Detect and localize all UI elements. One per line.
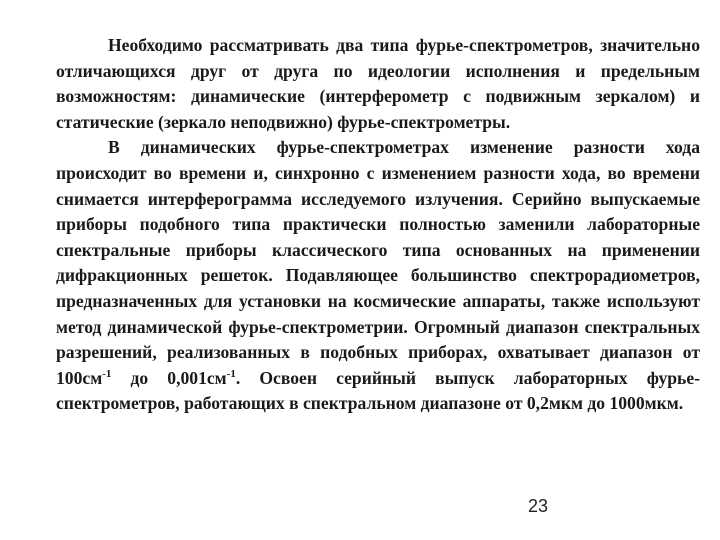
body-text [56,33,700,417]
paragraph-2 [56,135,700,417]
paragraph-1 [56,33,700,135]
paragraph-1-text: Необходимо рассматривать два типа фурье-спектрометров, значительно отличающихся друг от друга по идеологии исполнения и предельным возможностям: динамические (интерферометр с подвижным зеркалом) и статические (зеркало неподвижно) фурье-спектрометры. [56,35,700,132]
superscript-exponent-1: -1 [102,367,112,380]
paragraph-2-text-c: . Освоен серийный выпуск лабораторных фурье-спектрометров, работающих в спектральном диапазоне от 0,2мкм до 1000мкм. [56,367,701,414]
page-number: 23 [527,496,549,516]
paragraph-2-text-b: до 0,001см [111,367,227,388]
superscript-exponent-2: -1 [226,367,236,380]
paragraph-2-text-a: В динамических фурье-спектрометрах изменение разности хода происходит во времени и, синхронно с изменением разности хода, во времени снимается интерферограмма исследуемого излучения. Серийно выпускаемые приборы подобного типа практически полностью заменили лабораторные спектральные приборы классического типа основанных на применении дифракционных решеток. Подавляющее большинство спектрорадиометров, предназначенных для установки на космические аппараты, также используют метод динамической фурье-спектрометрии. Огромный диапазон спектральных разрешений, реализованных в подобных приборах, охватывает диапазон от 100см [56,137,700,388]
